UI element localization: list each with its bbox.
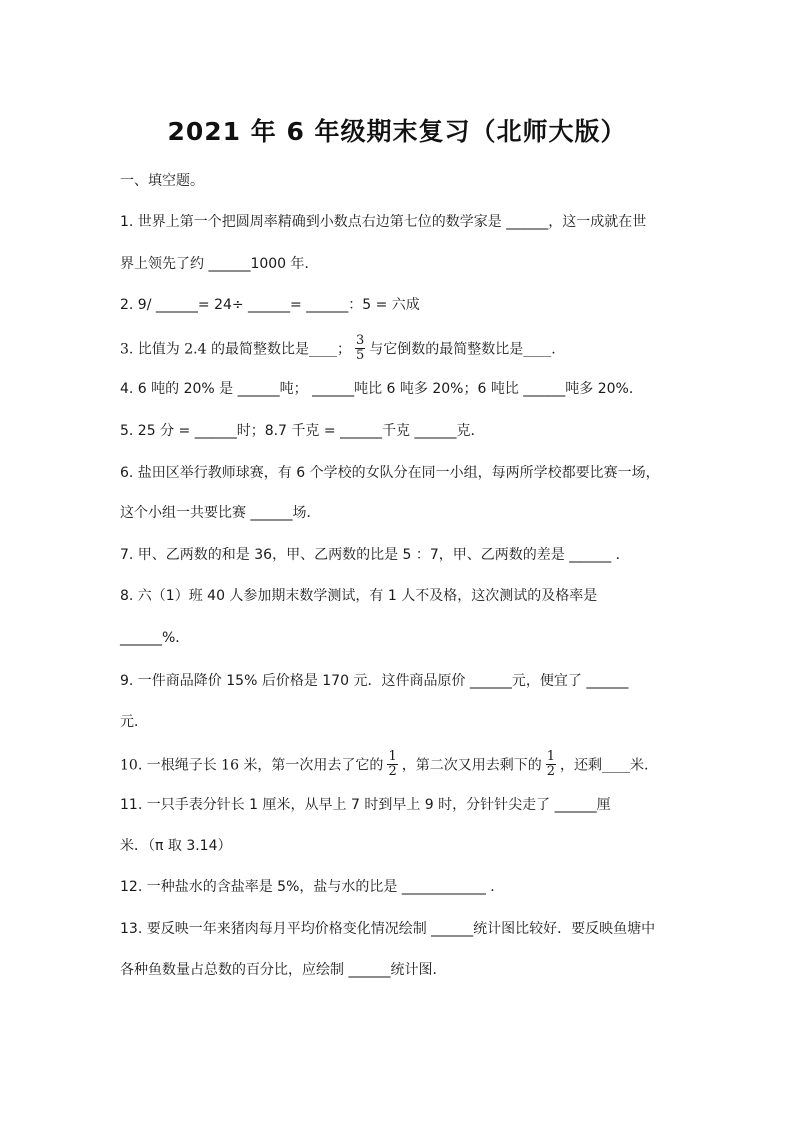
question-1-line-1: 1. 世界上第一个把圆周率精确到小数点右边第七位的数学家是 ______，这一成就在世	[120, 214, 647, 230]
question-8-line-2: ______%．	[120, 630, 190, 646]
question-11-line-2: 米．（π 取 3.14）	[120, 838, 232, 854]
question-4: 4. 6 吨的 20% 是 ______吨； ______吨比 6 吨多 20%；6 吨比 ______吨多 20%．	[120, 381, 643, 397]
fraction-denominator: 5	[355, 348, 365, 363]
question-12: 12. 一种盐水的含盐率是 5%，盐与水的比是 ____________ ．	[120, 879, 505, 895]
question-13-line-1: 13. 要反映一年来猪肉每月平均价格变化情况绘制 ______统计图比较好．要反映鱼塘中	[120, 921, 656, 937]
fraction-denominator: 2	[546, 764, 555, 779]
question-5: 5. 25 分 = ______时；8.7 千克 = ______千克 ______克．	[120, 423, 485, 439]
question-3-part-b: 与它倒数的最简整数比是____.	[369, 341, 556, 358]
question-7: 7. 甲、乙两数的和是 36，甲、乙两数的比是 5 ：7，甲、乙两数的差是 ______ ．	[120, 547, 630, 563]
question-9-line-1: 9. 一件商品降价 15% 后价格是 170 元．这件商品原价 ______元，便宜了 ______	[120, 673, 629, 689]
question-10	[120, 751, 648, 780]
question-1-line-2: 界上领先了约 ______1000 年．	[120, 256, 319, 272]
question-8-line-1: 8. 六（1）班 40 人参加期末数学测试，有 1 人不及格，这次测试的及格率是	[120, 588, 598, 604]
question-13-line-2: 各种鱼数量占总数的百分比，应绘制 ______统计图．	[120, 962, 447, 978]
question-9-line-2: 元．	[120, 714, 148, 730]
question-10-part-c: ，还剩____米.	[560, 757, 649, 774]
question-6-line-2: 这个小组一共要比赛 ______场．	[120, 505, 321, 521]
question-10-part-a: 10. 一根绳子长 16 米，第一次用去了它的	[120, 757, 384, 774]
fraction-numerator: 1	[546, 749, 555, 764]
question-3	[120, 335, 556, 364]
section-heading: 一、填空题。	[120, 173, 204, 189]
question-10-part-b: ，第二次又用去剩下的	[401, 757, 542, 774]
fraction-one-half	[387, 750, 397, 779]
question-6-line-1: 6. 盐田区举行教师球赛，有 6 个学校的女队分在同一小组，每两所学校都要比赛一场，	[120, 465, 660, 481]
question-2: 2. 9/ ______= 24÷ ______= ______：5 = 六成	[120, 297, 420, 313]
page-title: 2021 年 6 年级期末复习（北师大版）	[167, 117, 627, 146]
question-3-part-a: 3. 比值为 2.4 的最简整数比是____；	[120, 341, 351, 358]
question-11-line-1: 11. 一只手表分针长 1 厘米，从早上 7 时到早上 9 时，分针针尖走了 ______厘	[120, 797, 611, 813]
fraction-three-fifths	[355, 334, 365, 363]
fraction-numerator: 3	[355, 333, 365, 348]
fraction-numerator: 1	[388, 749, 397, 764]
fraction-one-half	[546, 750, 556, 779]
fraction-denominator: 2	[388, 764, 397, 779]
